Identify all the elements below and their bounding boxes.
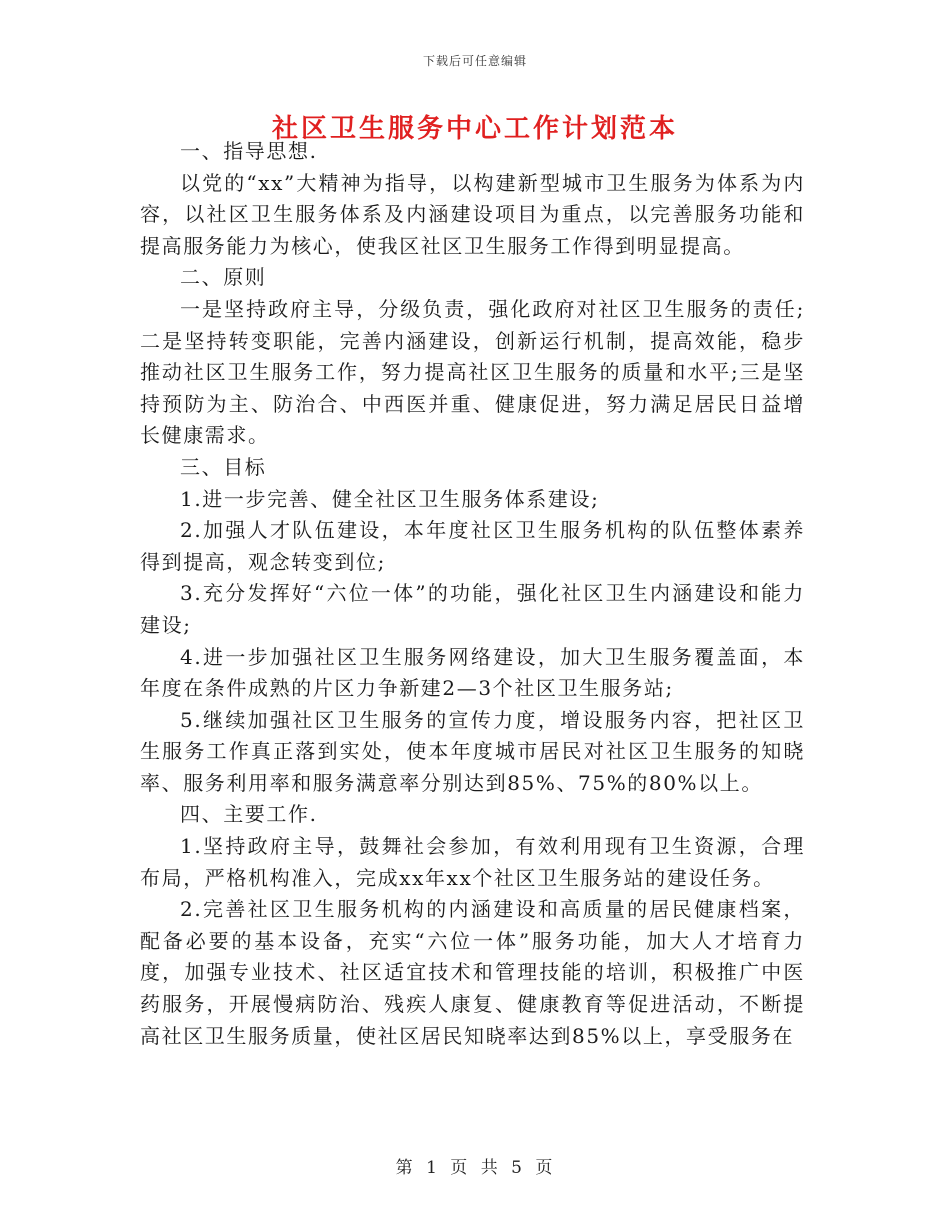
list-item: 1.进一步完善、健全社区卫生服务体系建设;: [180, 486, 600, 511]
page-footer: 第 1 页 共 5 页: [395, 1158, 555, 1178]
paragraph: 以党的“xx”大精神为指导，以构建新型城市卫生服务为体系为内容，以社区卫生服务体系及内涵建设项目为重点，以完善服务功能和提高服务能力为核心，使我区社区卫生服务工作得到明显提高。: [140, 170, 805, 258]
list-item: 2.加强人才队伍建设，本年度社区卫生服务机构的队伍整体素养得到提高，观念转变到位;: [140, 518, 805, 574]
document-title: 社区卫生服务中心工作计划范本: [271, 114, 678, 144]
section-heading-guiding-thought: 一、指导思想.: [180, 139, 318, 163]
section-heading-principles: 二、原则: [180, 265, 267, 290]
list-item: 5.继续加强社区卫生服务的宣传力度，增设服务内容，把社区卫生服务工作真正落到实处，使本年度城市居民对社区卫生服务的知晓率、服务利用率和服务满意率分别达到85%、75%的80%以上。: [140, 707, 805, 795]
document-body: [140, 136, 805, 1052]
paragraph: 一是坚持政府主导，分级负责，强化政府对社区卫生服务的责任;二是坚持转变职能，完善内涵建设，创新运行机制，提高效能，稳步推动社区卫生服务工作，努力提高社区卫生服务的质量和水平;三是坚持预防为主、防治合、中西医并重、健康促进，努力满足居民日益增长健康需求。: [140, 296, 805, 448]
section-heading-goals: 三、目标: [180, 454, 267, 479]
list-item: 3.充分发挥好“六位一体”的功能，强化社区卫生内涵建设和能力建设;: [140, 581, 805, 637]
list-item: 2.完善社区卫生服务机构的内涵建设和高质量的居民健康档案，配备必要的基本设备，充实“六位一体”服务功能，加大人才培育力度，加强专业技术、社区适宜技术和管理技能的培训，积极推广中医药服务，开展慢病防治、残疾人康复、健康教育等促进活动，不断提高社区卫生服务质量，使社区居民知晓率达到85%以上，享受服务在: [140, 897, 805, 1048]
list-item: 4.进一步加强社区卫生服务网络建设，加大卫生服务覆盖面，本年度在条件成熟的片区力争新建2—3个社区卫生服务站;: [140, 644, 805, 701]
list-item: 1.坚持政府主导，鼓舞社会参加，有效利用现有卫生资源，合理布局，严格机构准入，完成xx年xx个社区卫生服务站的建设任务。: [140, 834, 805, 890]
header-note: 下载后可任意编辑: [422, 54, 527, 68]
section-heading-main-work: 四、主要工作.: [180, 802, 318, 827]
